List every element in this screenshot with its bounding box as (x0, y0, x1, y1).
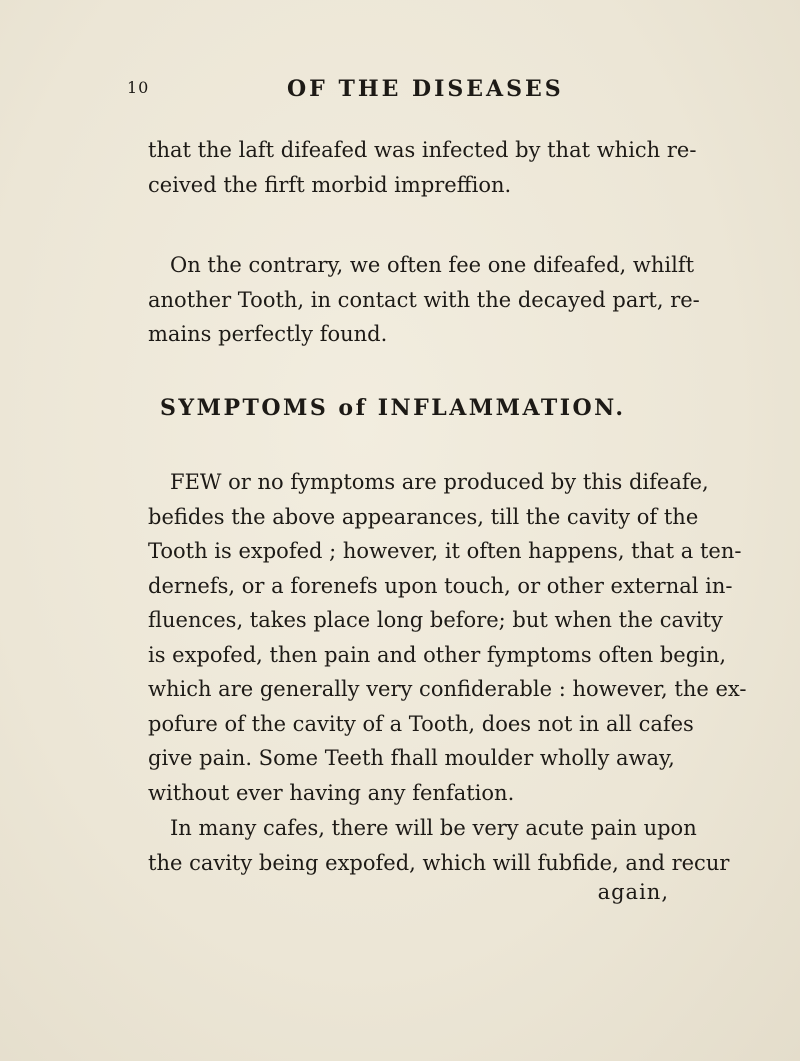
text-line: pofure of the cavity of a Tooth, does not in all cafes (148, 711, 694, 736)
page-header (0, 76, 800, 106)
text-line: that the laft difeafed was infected by that which re- (148, 138, 697, 162)
text-line: In many cafes, there will be very acute pain upon (170, 816, 697, 840)
text-line: mains perfectly found. (148, 322, 388, 346)
paragraph-3 (148, 465, 747, 810)
text-line: is expofed, then pain and other fymptoms often begin, (148, 642, 727, 667)
text-line: FEW or no fymptoms are produced by this difeafe, (170, 470, 709, 494)
section-heading: SYMPTOMS of INFLAMMATION. (160, 395, 626, 421)
text-line: fluences, takes place long before; but when the cavity (148, 608, 723, 632)
text-line: another Tooth, in contact with the decayed part, re- (148, 287, 700, 312)
page-number: 10 (127, 78, 150, 97)
catchword: again, (597, 880, 669, 904)
text-line: give pain. Some Teeth fhall moulder wholly away, (148, 746, 675, 770)
paragraph-4 (148, 811, 730, 880)
text-line: dernefs, or a forenefs upon touch, or other external in- (148, 573, 733, 598)
text-line: befides the above appearances, till the cavity of the (148, 504, 699, 529)
text-line: On the contrary, we often fee one difeafed, whilft (170, 253, 695, 277)
text-line: without ever having any fenfation. (148, 780, 515, 805)
text-line: ceived the firft morbid impreffion. (148, 172, 512, 197)
text-line: the cavity being expofed, which will fubfide, and recur (148, 850, 730, 875)
running-head: OF THE DISEASES (287, 76, 564, 102)
text-line: Tooth is expofed ; however, it often happens, that a ten- (148, 539, 742, 563)
text-line: which are generally very confiderable : however, the ex- (148, 677, 747, 701)
paragraph-2 (148, 248, 700, 352)
paragraph-1 (148, 133, 697, 202)
